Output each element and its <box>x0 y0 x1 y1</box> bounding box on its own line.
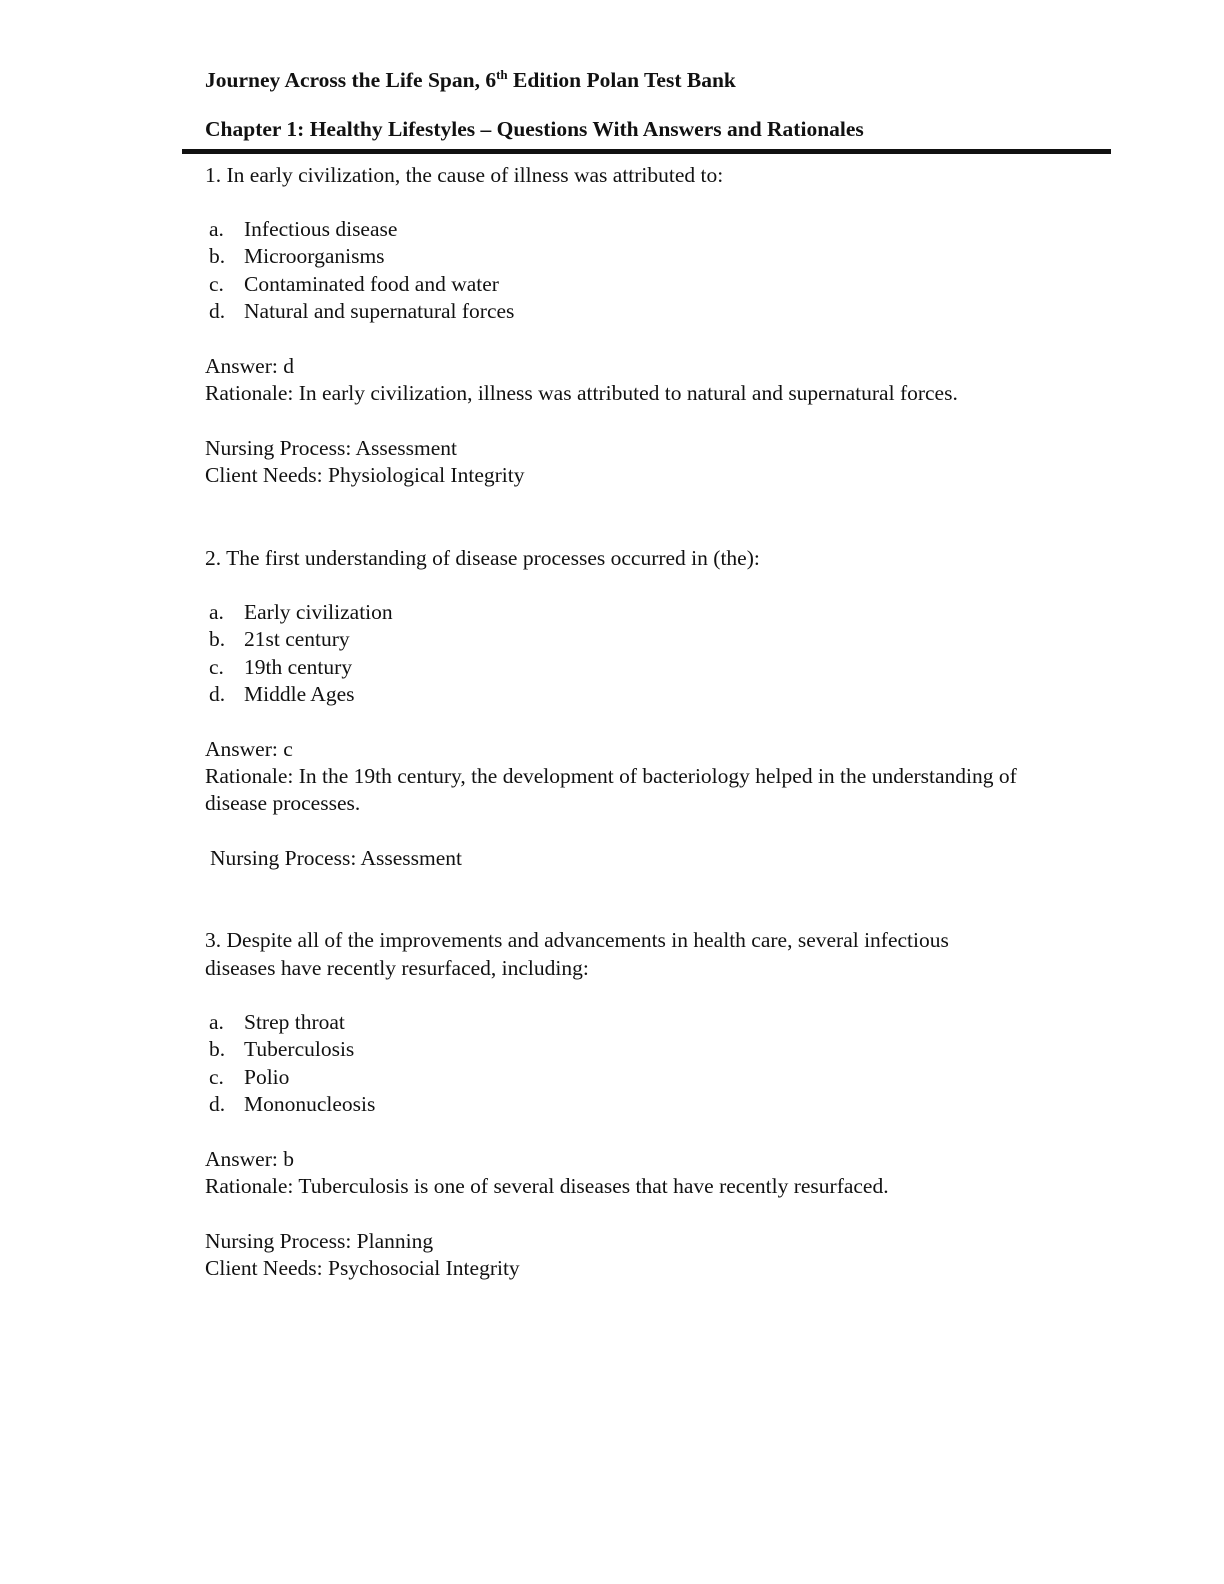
option-text: Polio <box>244 1065 290 1089</box>
option-letter: a. <box>209 217 224 241</box>
document-title <box>205 68 736 93</box>
option-letter: c. <box>209 1065 224 1089</box>
option-letter: b. <box>209 1037 226 1061</box>
option-letter: d. <box>209 1092 226 1116</box>
option-text: 19th century <box>244 655 353 679</box>
question-3-client-needs: Client Needs: Psychosocial Integrity <box>205 1256 520 1280</box>
question-3-stem-line-1: 3. Despite all of the improvements and advancements in health care, several infectious <box>205 928 949 952</box>
question-1-answer: Answer: d <box>205 354 294 378</box>
question-2-nursing-process: Nursing Process: Assessment <box>210 846 463 870</box>
question-3-rationale: Rationale: Tuberculosis is one of several diseases that have recently resurfaced. <box>205 1174 889 1198</box>
option-text: Strep throat <box>244 1010 345 1034</box>
option-text: Middle Ages <box>244 682 355 706</box>
option-text: Tuberculosis <box>244 1037 355 1061</box>
option-text: Early civilization <box>244 600 393 624</box>
option-letter: b. <box>209 244 226 268</box>
option-text: Mononucleosis <box>244 1092 376 1116</box>
question-2-rationale-line-2: disease processes. <box>205 791 361 815</box>
question-2-answer: Answer: c <box>205 737 293 761</box>
option-letter: d. <box>209 299 226 323</box>
question-3-stem-line-2: diseases have recently resurfaced, including: <box>205 956 589 980</box>
option-letter: b. <box>209 627 226 651</box>
title-superscript: th <box>496 67 508 82</box>
option-letter: c. <box>209 272 224 296</box>
question-1-stem: 1. In early civilization, the cause of illness was attributed to: <box>205 163 724 187</box>
option-letter: a. <box>209 600 224 624</box>
option-text: Contaminated food and water <box>244 272 499 296</box>
option-letter: c. <box>209 655 224 679</box>
option-letter: d. <box>209 682 226 706</box>
question-1-rationale: Rationale: In early civilization, illness was attributed to natural and supernatural forces. <box>205 381 958 405</box>
title-suffix: Edition Polan Test Bank <box>507 68 736 92</box>
question-2-rationale-line-1: Rationale: In the 19th century, the development of bacteriology helped in the understanding of <box>205 764 1017 788</box>
question-3-nursing-process: Nursing Process: Planning <box>205 1229 434 1253</box>
chapter-heading: Chapter 1: Healthy Lifestyles – Questions With Answers and Rationales <box>205 117 864 141</box>
option-text: Microorganisms <box>244 244 385 268</box>
option-text: Infectious disease <box>244 217 398 241</box>
title-prefix: Journey Across the Life Span, 6 <box>205 68 497 92</box>
question-3-answer: Answer: b <box>205 1147 294 1171</box>
option-text: Natural and supernatural forces <box>244 299 515 323</box>
option-letter: a. <box>209 1010 224 1034</box>
heading-divider <box>182 149 1111 154</box>
option-text: 21st century <box>244 627 350 651</box>
question-2-stem: 2. The first understanding of disease processes occurred in (the): <box>205 546 760 570</box>
question-1-nursing-process: Nursing Process: Assessment <box>205 436 458 460</box>
question-1-client-needs: Client Needs: Physiological Integrity <box>205 463 525 487</box>
